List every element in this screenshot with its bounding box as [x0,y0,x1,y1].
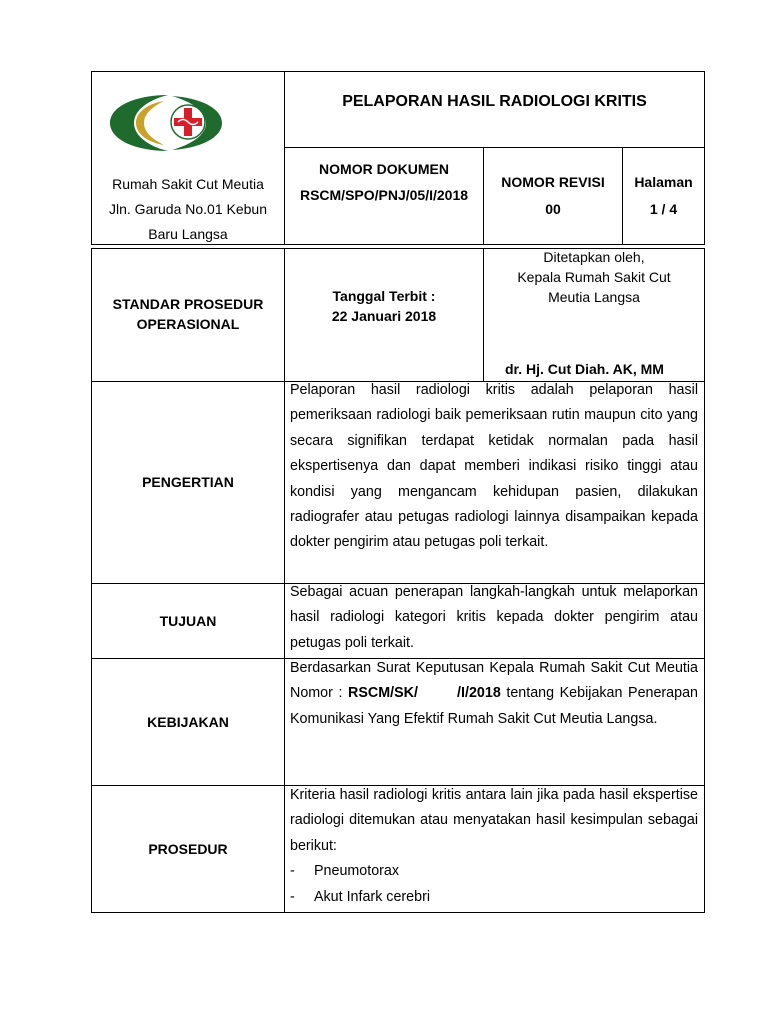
section-text-kebijakan [290,656,698,732]
section-label-prosedur: PROSEDUR [148,841,228,857]
doc-number: RSCM/SPO/PNJ/05/I/2018 [299,187,469,203]
set-by-line-3: Meutia Langsa [548,289,640,305]
issue-date: 22 Januari 2018 [331,308,437,324]
hospital-logo [106,92,226,154]
hospital-name: Rumah Sakit Cut Meutia [112,176,264,192]
prosedur-bullet: - [290,888,295,905]
page-number: 1 / 4 [649,201,678,217]
set-by-line-1: Ditetapkan oleh, [543,249,645,265]
section-text-tujuan: Sebagai acuan penerapan langkah-langkah untuk melaporkan hasil radiologi kategori kritis kepada dokter pengirim atau petugas poli terkait. [290,584,698,651]
prosedur-list-item [290,885,698,910]
revision-label: NOMOR REVISI [501,174,605,190]
kebijakan-text-post: tentang Kebijakan Penerapan Komunikasi Yang Efektif Rumah Sakit Cut Meutia Langsa. [290,685,698,727]
signatory-name: dr. Hj. Cut Diah. AK, MM [505,361,664,377]
section-label-kebijakan: KEBIJAKAN [147,714,229,730]
doc-number-label: NOMOR DOKUMEN [319,161,449,177]
revision-number: 00 [545,201,561,217]
kebijakan-text-pre: Berdasarkan Surat Keputusan Kepala Rumah Sakit Cut Meutia Nomor : [290,660,698,702]
issue-date-label: Tanggal Terbit : [332,288,436,304]
page-label: Halaman [634,174,693,190]
prosedur-list-item [290,859,698,884]
prosedur-item-text: Pneumotorax [314,863,400,880]
section-text-pengertian: Pelaporan hasil radiologi kritis adalah pelaporan hasil pemeriksaan radiologi baik pemeriksaan rutin maupun cito yang secara signifikan terdapat ketidak normalan pada hasil ekspertisenya dan dapat memberi indikasi risiko tinggi atau kondisi yang mengancam kehidupan pasien, dilakukan radiografer atau petugas radiologi lainnya disampaikan kepada dokter pengirim atau petugas poli terkait. [290,382,698,551]
section-label-pengertian: PENGERTIAN [142,474,234,490]
address-line-1: Jln. Garuda No.01 Kebun [109,201,267,217]
sop-label-line-2: OPERASIONAL [136,316,240,332]
prosedur-bullet: - [290,863,295,880]
set-by-line-2: Kepala Rumah Sakit Cut [517,269,671,285]
document-title: PELAPORAN HASIL RADIOLOGI KRITIS [342,93,647,110]
kebijakan-ref-part-2: /I/2018 [457,685,501,702]
sop-label-line-1: STANDAR PROSEDUR [112,296,264,312]
section-body-prosedur [290,783,698,910]
kebijakan-ref-part-1: RSCM/SK/ [348,685,418,702]
prosedur-intro: Kriteria hasil radiologi kritis antara lain jika pada hasil ekspertise radiologi ditemukan atau menyatakan hasil kesimpulan sebagai berikut: [290,787,698,854]
section-label-tujuan: TUJUAN [159,613,217,629]
kebijakan-ref-gap [418,685,457,701]
address-line-2: Baru Langsa [148,226,228,242]
prosedur-item-text: Akut Infark cerebri [314,888,431,905]
